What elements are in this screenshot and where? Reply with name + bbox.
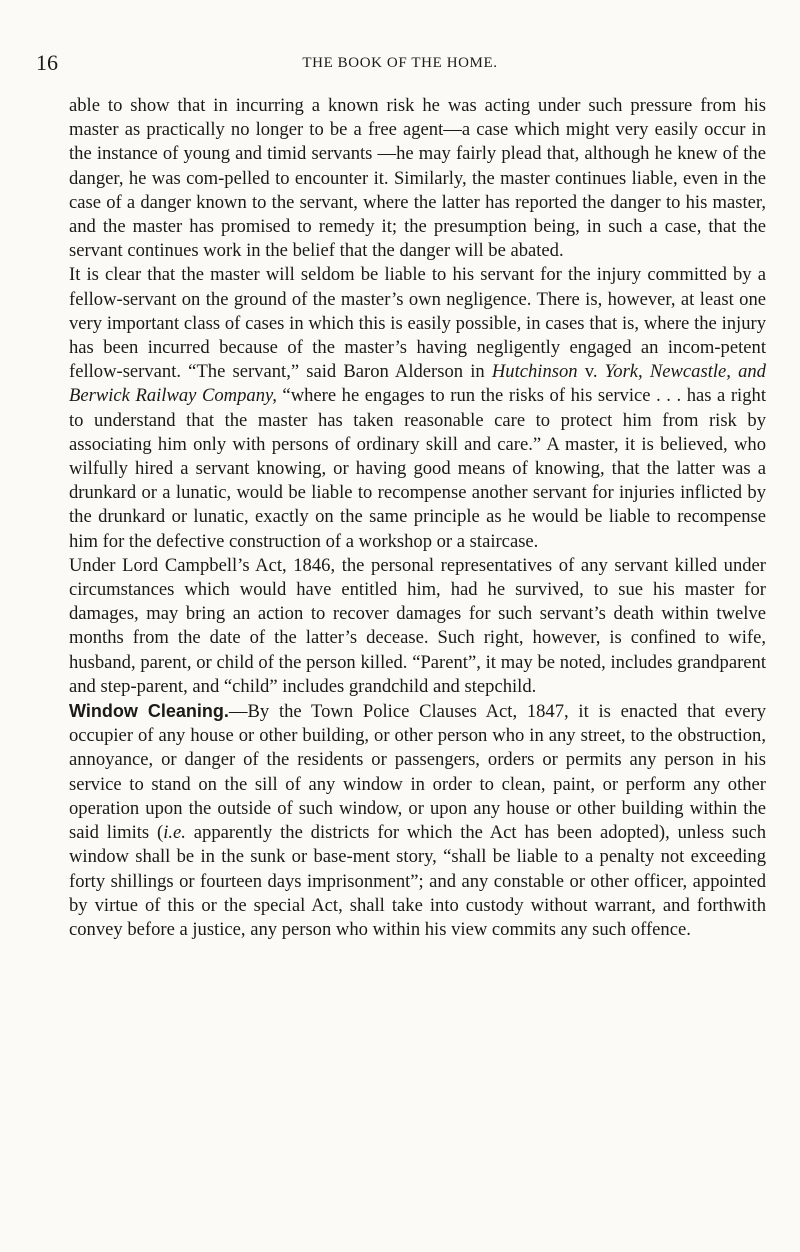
paragraph-window-cleaning-text: —By the Town Police Clauses Act, 1847, it is enacted that every occupier of any house or other building, or other person who in any street, to the obstruction, annoyance, or danger of the residents or passengers, orders or permits any person in his service to stand on the sill of any window in order to clean, paint, or perform any other operation upon the outside of such window, or upon any house or other building within the said limits ( [69,701,767,844]
paragraph-campbells-act: Under Lord Campbell’s Act, 1846, the personal representatives of any servant killed under circumstances which would have entitled him, had he survived, to sue his master for damages, may bring an action to recover damages for such servant’s death within twelve months from the date of the latter’s decease. Such right, however, is confined to wife, husband, parent, or child of the person killed. “Parent”, it may be noted, includes grandparent and step-parent, and “child” includes grandchild and stepchild. [69,554,766,697]
paragraph-fellow-servant-text-cont: “where he engages to run the risks of his service . . . has a right to understand that the master has taken reasonable care to protect him from risk by associating him only with persons of ordinary skill and care.” A master, it is believed, who wilfully hired a servant knowing, or having good means of knowing, that the latter was a drunkard or a lunatic, would be liable to recompense another servant for injuries inflicted by the drunkard or lunatic, exactly on the same principle as he would be liable to recompense him for the defective construction of a workshop or a staircase. [69,385,766,552]
section-heading-window-cleaning: Window Cleaning. [69,701,229,722]
paragraph-window-cleaning-text-cont: apparently the districts for which the Act has been adopted), unless such window shall be in the sunk or base-ment story, “shall be liable to a penalty not exceeding forty shillings or fourteen days imprisonment”; and any constable or other officer, appointed by virtue of this or the special Act, shall take into custody without warrant, and forthwith convey before a justice, any person who within his view commits any such offence. [69,822,766,940]
page-number: 16 [36,50,58,75]
paragraph-risk-pressure: able to show that in incurring a known risk he was acting under such pressure from his master as practically no longer to be a free agent—a case which might very easily occur in the instance of young and timid servants —he may fairly plead that, although he knew of the danger, he was com-pelled to encounter it. Similarly, the master continues liable, even in the case of a danger known to the servant, where the latter has reported the danger to his master, and the master has promised to remedy it; the presumption being, in such a case, that the servant continues work in the belief that the danger will be abated. [69,95,766,262]
running-title: THE BOOK OF THE HOME. [302,55,498,71]
paragraph-fellow-servant [69,263,766,553]
case-plaintiff: Hutchinson [491,361,578,383]
case-versus: v. [577,361,605,383]
body-text [69,94,766,942]
case-defendant: York, Newcastle, and Berwick Railway Company, [69,361,766,407]
paragraph-window-cleaning [69,699,766,942]
abbrev-ie: i.e. [163,822,186,844]
paragraph-fellow-servant-text: It is clear that the master will seldom be liable to his servant for the injury committed by a fellow-servant on the ground of the master’s own negligence. There is, however, at least one very important class of cases in which this is easily possible, in cases that is, where the injury has been incurred because of the master’s having negligently engaged an incom-petent fellow-servant. “The servant,” said Baron Alderson in [69,264,766,383]
